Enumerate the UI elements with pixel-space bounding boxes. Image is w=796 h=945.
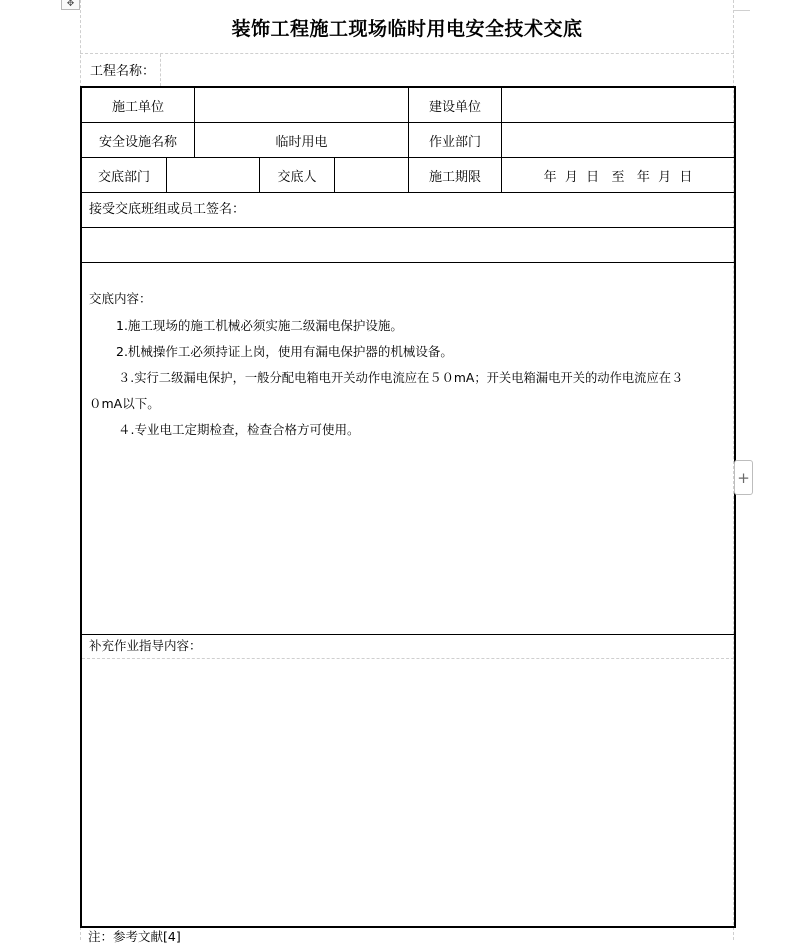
content-item: 1.施工现场的施工机械必须实施二级漏电保护设施。	[116, 318, 403, 333]
project-name-label: 工程名称：	[90, 64, 156, 79]
content-item: 2.机械操作工必须持证上岗，使用有漏电保护器的机械设备。	[116, 344, 453, 359]
owner-unit-field[interactable]	[502, 88, 734, 122]
briefer-field[interactable]	[335, 158, 409, 192]
plus-icon[interactable]: +	[734, 460, 753, 495]
briefing-dept-field[interactable]	[167, 158, 260, 192]
briefer-label: 交底人	[260, 158, 335, 192]
content-item: ３.实行二级漏电保护，一般分配电箱电开关动作电流应在５０mA；开关电箱漏电开关的动作电流应在３	[118, 371, 684, 385]
facility-name-field[interactable]: 临时用电	[195, 123, 409, 157]
table-row	[82, 158, 734, 193]
signature-label-row	[82, 193, 734, 228]
content-heading: 交底内容：	[89, 291, 152, 306]
grid-guide	[82, 658, 734, 659]
content-item: ０mA以下。	[89, 396, 160, 411]
grid-guide	[160, 54, 161, 86]
briefing-dept-label: 交底部门	[82, 158, 167, 192]
work-dept-field[interactable]	[502, 123, 734, 157]
signature-label: 接受交底班组或员工签名：	[89, 202, 246, 217]
move-icon[interactable]: ✥	[61, 0, 80, 10]
briefing-form	[80, 86, 736, 928]
period-label: 施工期限	[409, 158, 502, 192]
page-title: 装饰工程施工现场临时用电安全技术交底	[231, 18, 583, 40]
construction-unit-field[interactable]	[195, 88, 409, 122]
supplement-label: 补充作业指导内容：	[89, 638, 202, 653]
content-item: ４.专业电工定期检查，检查合格方可使用。	[118, 422, 360, 437]
work-dept-label: 作业部门	[409, 123, 502, 157]
briefing-content	[82, 262, 734, 635]
table-row	[82, 123, 734, 158]
table-row	[82, 88, 734, 123]
grid-guide	[80, 53, 734, 54]
signature-field[interactable]	[82, 228, 734, 263]
divider	[734, 10, 750, 11]
owner-unit-label: 建设单位	[409, 88, 502, 122]
facility-name-label: 安全设施名称	[82, 123, 195, 157]
period-field[interactable]: 年 月 日 至 年 月 日	[543, 169, 693, 185]
construction-unit-label: 施工单位	[82, 88, 195, 122]
footnote: 注：参考文献[4]	[88, 929, 181, 944]
